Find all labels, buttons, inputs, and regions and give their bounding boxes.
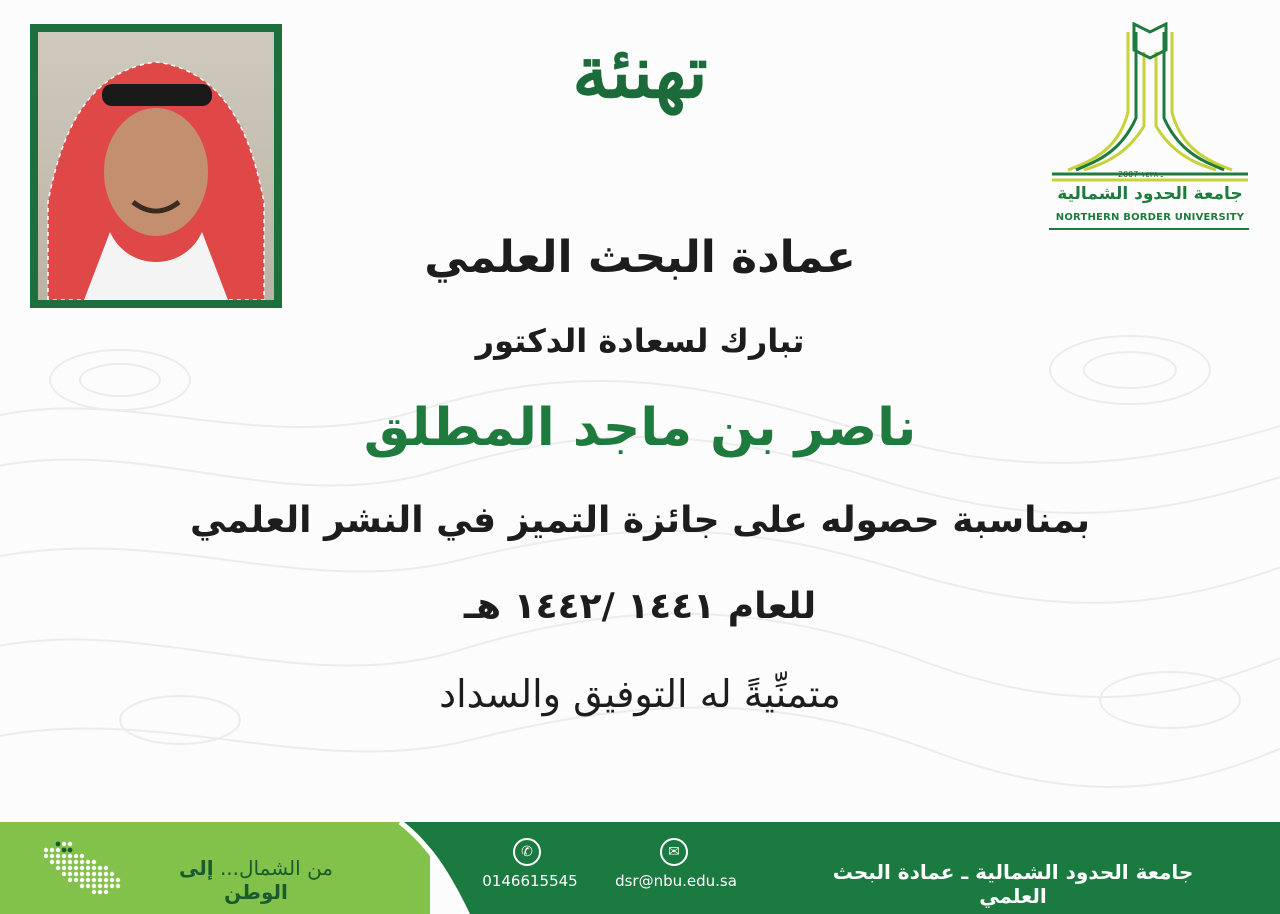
footer-slogan	[150, 856, 362, 904]
slogan-prefix: من الشمال...	[219, 856, 333, 880]
logo-name-english: NORTHERN BORDER UNIVERSITY	[1055, 212, 1245, 223]
occasion-line: بمناسبة حصوله على جائزة التميز في النشر العلمي	[190, 500, 1090, 541]
footer-bar	[0, 822, 1280, 914]
wish-line: متمنِّيةً له التوفيق والسداد	[439, 672, 841, 716]
phone-number[interactable]: 0146615545	[482, 872, 578, 890]
academic-year: للعام ١٤٤١ /١٤٤٢ هـ	[463, 586, 817, 627]
congrats-line: تبارك لسعادة الدكتور	[475, 322, 805, 360]
logo-name-arabic: جامعة الحدود الشمالية	[1057, 184, 1243, 204]
logo-underline	[1049, 228, 1249, 230]
logo-year: 2007 ـ ١٤٢٨	[1118, 170, 1163, 179]
phone-icon: ✆	[513, 838, 541, 866]
footer-title: جامعة الحدود الشمالية ـ عمادة البحث العلمي	[832, 860, 1194, 908]
honoree-name: ناصر بن ماجد المطلق	[363, 398, 917, 458]
email-address[interactable]: dsr@nbu.edu.sa	[615, 872, 737, 890]
slogan-bold: إلى الوطن	[178, 856, 288, 904]
mail-icon: ✉	[660, 838, 688, 866]
tahnia-calligraphy: تهنئة	[572, 29, 708, 114]
deanship-title: عمادة البحث العلمي	[424, 232, 856, 283]
saudi-map-icon	[36, 830, 140, 906]
